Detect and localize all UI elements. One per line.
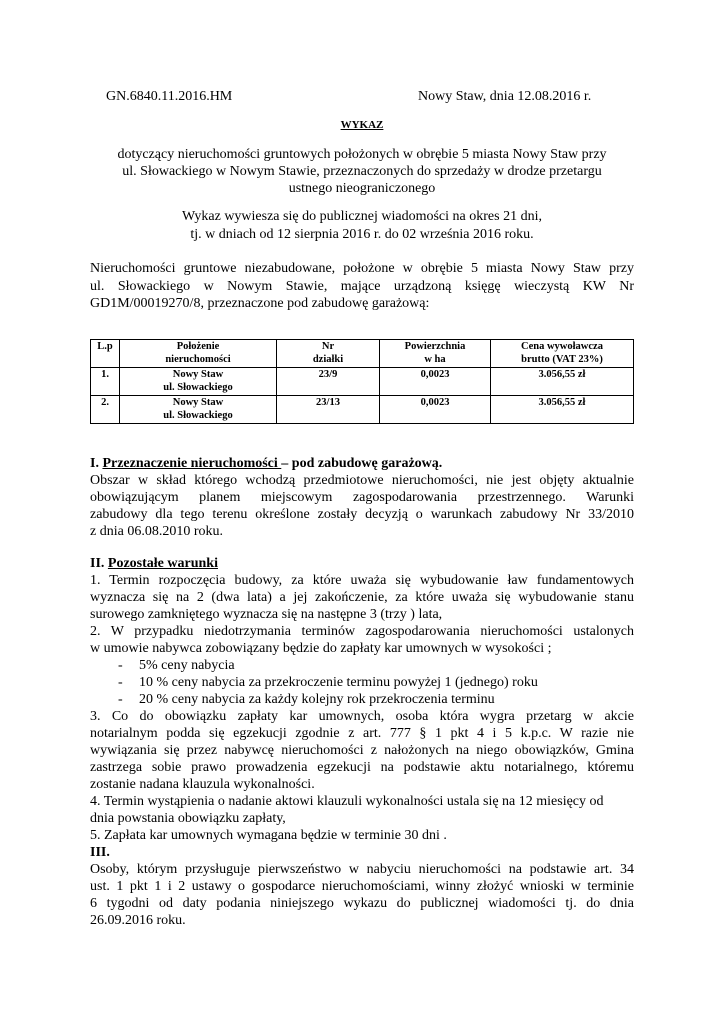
section-3-line-2: ust. 1 pkt 1 i 2 ustawy o gospodarce nieruchomościami, winny złożyć wnioski w terminie [90, 879, 634, 894]
section-1-heading: I. Przeznaczenie nieruchomości – pod zabudowę garażową. [90, 456, 443, 471]
bullet-item-2: 10 % ceny nabycia za przekroczenie terminu powyżej 1 (jednego) roku [139, 675, 538, 690]
bullet-dash: - [118, 692, 123, 707]
item-3-line-4: zastrzega sobie prawo prowadzenia egzekucji na podstawie aktu notarialnego, któremu [90, 760, 634, 775]
item-3-line-1: 3. Co do obowiązku zapłaty kar umownych, osoba która wygra przetarg w akcie [90, 709, 634, 724]
intro-line-1: Nieruchomości gruntowe niezabudowane, położone w obrębie 5 miasta Nowy Staw przy [90, 261, 634, 276]
item-1-line-2: wyznacza się na 2 (dwa lata) a jej zakończenie, za które uważa się wybudowanie stanu [90, 590, 634, 605]
bullet-item-3: 20 % ceny nabycia za każdy kolejny rok przekroczenia terminu [139, 692, 495, 707]
section-3-line-4: 26.09.2016 roku. [90, 913, 186, 928]
item-4-line-2: dnia powstania obowiązku zapłaty, [90, 811, 286, 826]
section-1-line-2: obowiązującym planem miejscowym zagospodarowania przestrzennego. Warunki [90, 490, 634, 505]
section-3-line-1: Osoby, którym przysługuje pierwszeństwo w nabyciu nieruchomości na podstawie art. 34 [90, 862, 634, 877]
table-row [91, 368, 634, 396]
intro-line-3: GD1M/00019270/8, przeznaczone pod zabudowę garażową: [90, 296, 430, 311]
row-lp: 2. [91, 396, 120, 424]
row-area: 0,0023 [380, 368, 491, 396]
header-price: Cena wywoławcza brutto (VAT 23%) [491, 340, 634, 368]
item-4-line-1: 4. Termin wystąpienia o nadanie aktowi klauzuli wykonalności ustala się na 12 miesięcy od [90, 794, 604, 809]
item-1-line-1: 1. Termin rozpoczęcia budowy, za które uważa się wybudowanie ław fundamentowych [90, 573, 634, 588]
item-3-line-5: zostanie nadana klauzula wykonalności. [90, 777, 315, 792]
row-price: 3.056,55 zł [491, 368, 634, 396]
subtitle-line-2: ul. Słowackiego w Nowym Stawie, przeznaczonych do sprzedaży w drodze przetargu [122, 164, 602, 179]
section-3-heading: III. [90, 845, 110, 860]
period-line-1: Wykaz wywiesza się do publicznej wiadomości na okres 21 dni, [182, 209, 542, 224]
bullet-dash: - [118, 675, 123, 690]
subtitle-line-3: ustnego nieograniczonego [288, 181, 436, 196]
section-1-line-4: z dnia 06.08.2010 roku. [90, 524, 223, 539]
section-3-line-3: 6 tygodni od daty podania niniejszego wykazu do publicznej wiadomości tj. do dnia [90, 896, 634, 911]
period-line-2: tj. w dniach od 12 sierpnia 2016 r. do 02 września 2016 roku. [190, 227, 534, 242]
row-plot: 23/13 [277, 396, 380, 424]
item-1-line-3: surowego zamkniętego wyznacza się na następne 3 (trzy ) lata, [90, 607, 443, 622]
row-location: Nowy Staw ul. Słowackiego [120, 368, 277, 396]
header-area: Powierzchnia w ha [380, 340, 491, 368]
header-plot: Nr działki [277, 340, 380, 368]
item-3-line-3: wywiązania się przez nabywcę nieruchomości z nałożonych na niego obowiązków, Gmina [90, 743, 634, 758]
bullet-item-1: 5% ceny nabycia [139, 658, 235, 673]
document-title: WYKAZ [340, 119, 384, 131]
item-2-line-1: 2. W przypadku niedotrzymania terminów zagospodarowania nieruchomości ustalonych [90, 624, 634, 639]
row-lp: 1. [91, 368, 120, 396]
property-table [90, 339, 634, 424]
row-plot: 23/9 [277, 368, 380, 396]
reference-number: GN.6840.11.2016.HM [106, 89, 233, 104]
item-5: 5. Zapłata kar umownych wymagana będzie w terminie 30 dni . [90, 828, 447, 843]
header-location: Położenie nieruchomości [120, 340, 277, 368]
section-1-line-1: Obszar w skład którego wchodzą przedmiotowe nieruchomości, nie jest objęty aktualnie [90, 473, 634, 488]
row-area: 0,0023 [380, 396, 491, 424]
row-price: 3.056,55 zł [491, 396, 634, 424]
table-row [91, 396, 634, 424]
section-1-line-3: zabudowy dla tego terenu określone zostały decyzją o warunkach zabudowy Nr 33/2010 [90, 507, 634, 522]
subtitle-line-1: dotyczący nieruchomości gruntowych położonych w obrębie 5 miasta Nowy Staw przy [117, 147, 607, 162]
row-location: Nowy Staw ul. Słowackiego [120, 396, 277, 424]
section-2-heading: II. Pozostałe warunki [90, 556, 218, 571]
place-date: Nowy Staw, dnia 12.08.2016 r. [418, 89, 592, 104]
intro-line-2: ul. Słowackiego w Nowym Stawie, mające urządzoną księgę wieczystą KW Nr [90, 279, 634, 294]
bullet-dash: - [118, 658, 123, 673]
header-lp: L.p [91, 340, 120, 368]
item-3-line-2: notarialnym podda się egzekucji zgodnie z art. 777 § 1 pkt 4 i 5 k.p.c. W razie nie [90, 726, 634, 741]
table-header-row [91, 340, 634, 368]
item-2-line-2: w umowie nabywca zobowiązany będzie do zapłaty kar umownych w wysokości ; [90, 641, 552, 656]
